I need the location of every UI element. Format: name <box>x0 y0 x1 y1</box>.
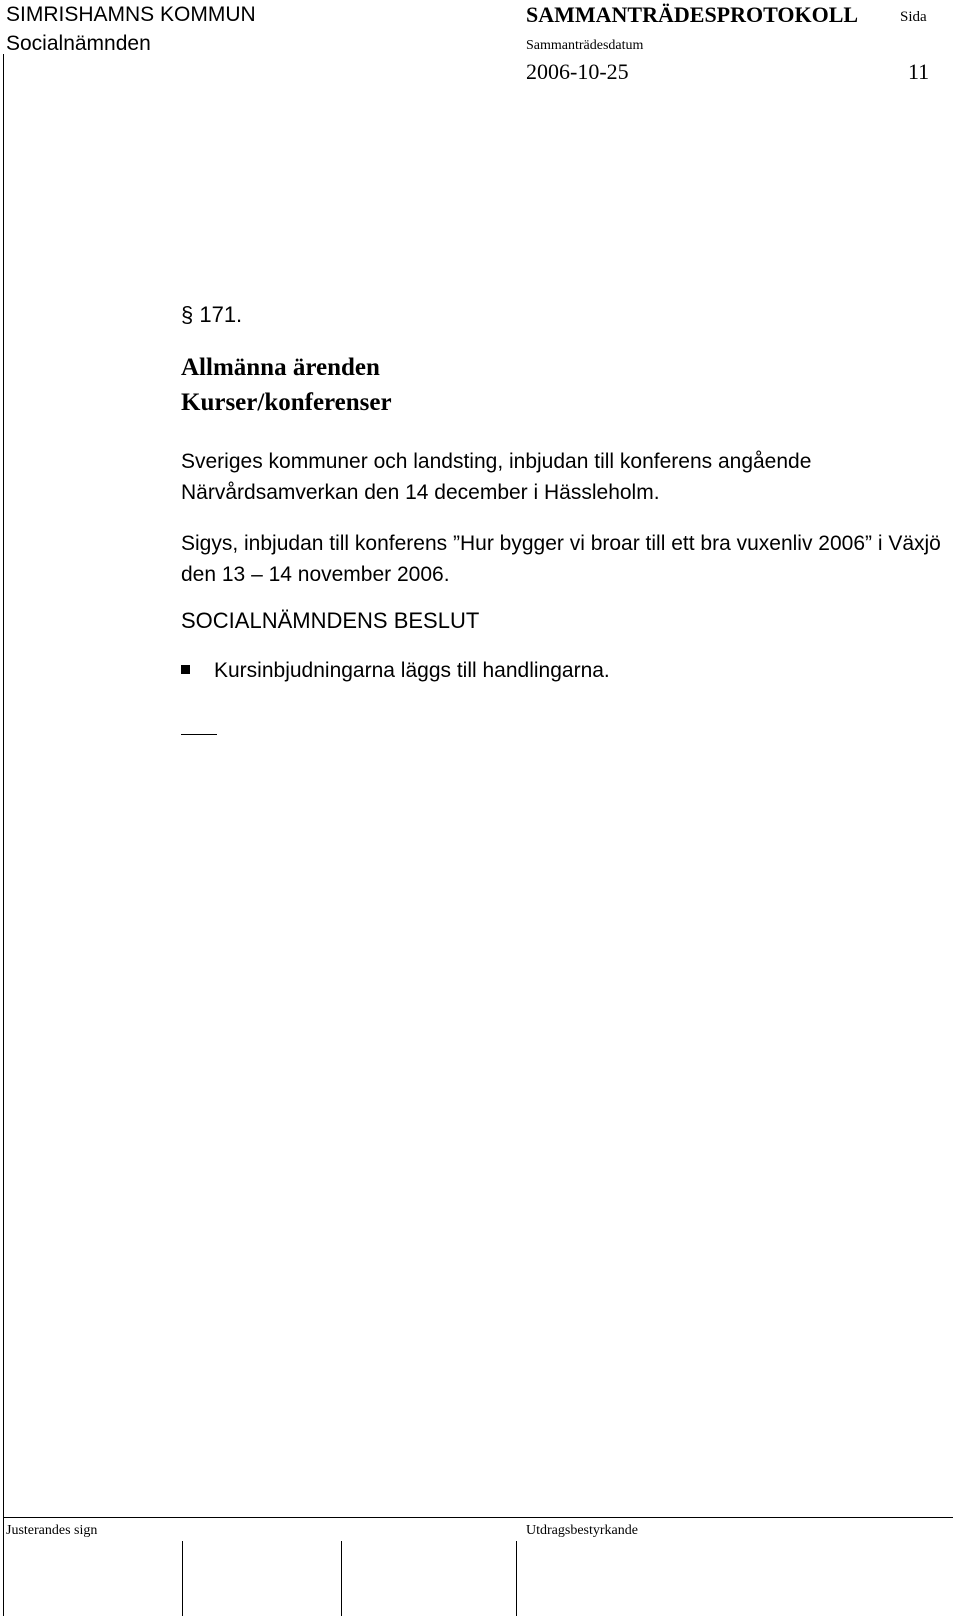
meeting-date-label: Sammanträdesdatum <box>526 38 644 53</box>
section-subheading: Kurser/konferenser <box>181 389 392 416</box>
square-bullet-icon <box>181 665 190 674</box>
body-paragraph-1: Sveriges kommuner och landsting, inbjudan till konferens angående Närvårdsamverkan den 14 december i Hässleholm. <box>181 450 812 504</box>
decision-heading: SOCIALNÄMNDENS BESLUT <box>181 608 480 633</box>
section-end-rule <box>181 734 217 735</box>
page-label: Sida <box>900 9 927 25</box>
document-type: SAMMANTRÄDESPROTOKOLL <box>526 2 859 27</box>
body-paragraph-2: Sigys, inbjudan till konferens ”Hur bygger vi broar till ett bra vuxenliv 2006” i Växjö den 13 – 14 november 2006. <box>181 532 941 586</box>
left-margin-rule <box>3 54 4 1616</box>
section-heading: Allmänna ärenden <box>181 354 380 381</box>
decision-item: Kursinbjudningarna läggs till handlingarna. <box>214 659 610 682</box>
adjuster-sign-label: Justerandes sign <box>6 1523 98 1538</box>
footer-rule <box>3 1517 953 1518</box>
department-name: Socialnämnden <box>6 32 151 55</box>
paragraph-number: § 171. <box>181 302 243 327</box>
meeting-date: 2006-10-25 <box>526 59 629 84</box>
signature-divider <box>182 1541 183 1616</box>
page-number: 11 <box>908 59 930 84</box>
extract-certification-label: Utdragsbestyrkande <box>526 1523 638 1538</box>
signature-divider <box>516 1541 517 1616</box>
signature-divider <box>341 1541 342 1616</box>
organization-name: SIMRISHAMNS KOMMUN <box>6 3 256 26</box>
